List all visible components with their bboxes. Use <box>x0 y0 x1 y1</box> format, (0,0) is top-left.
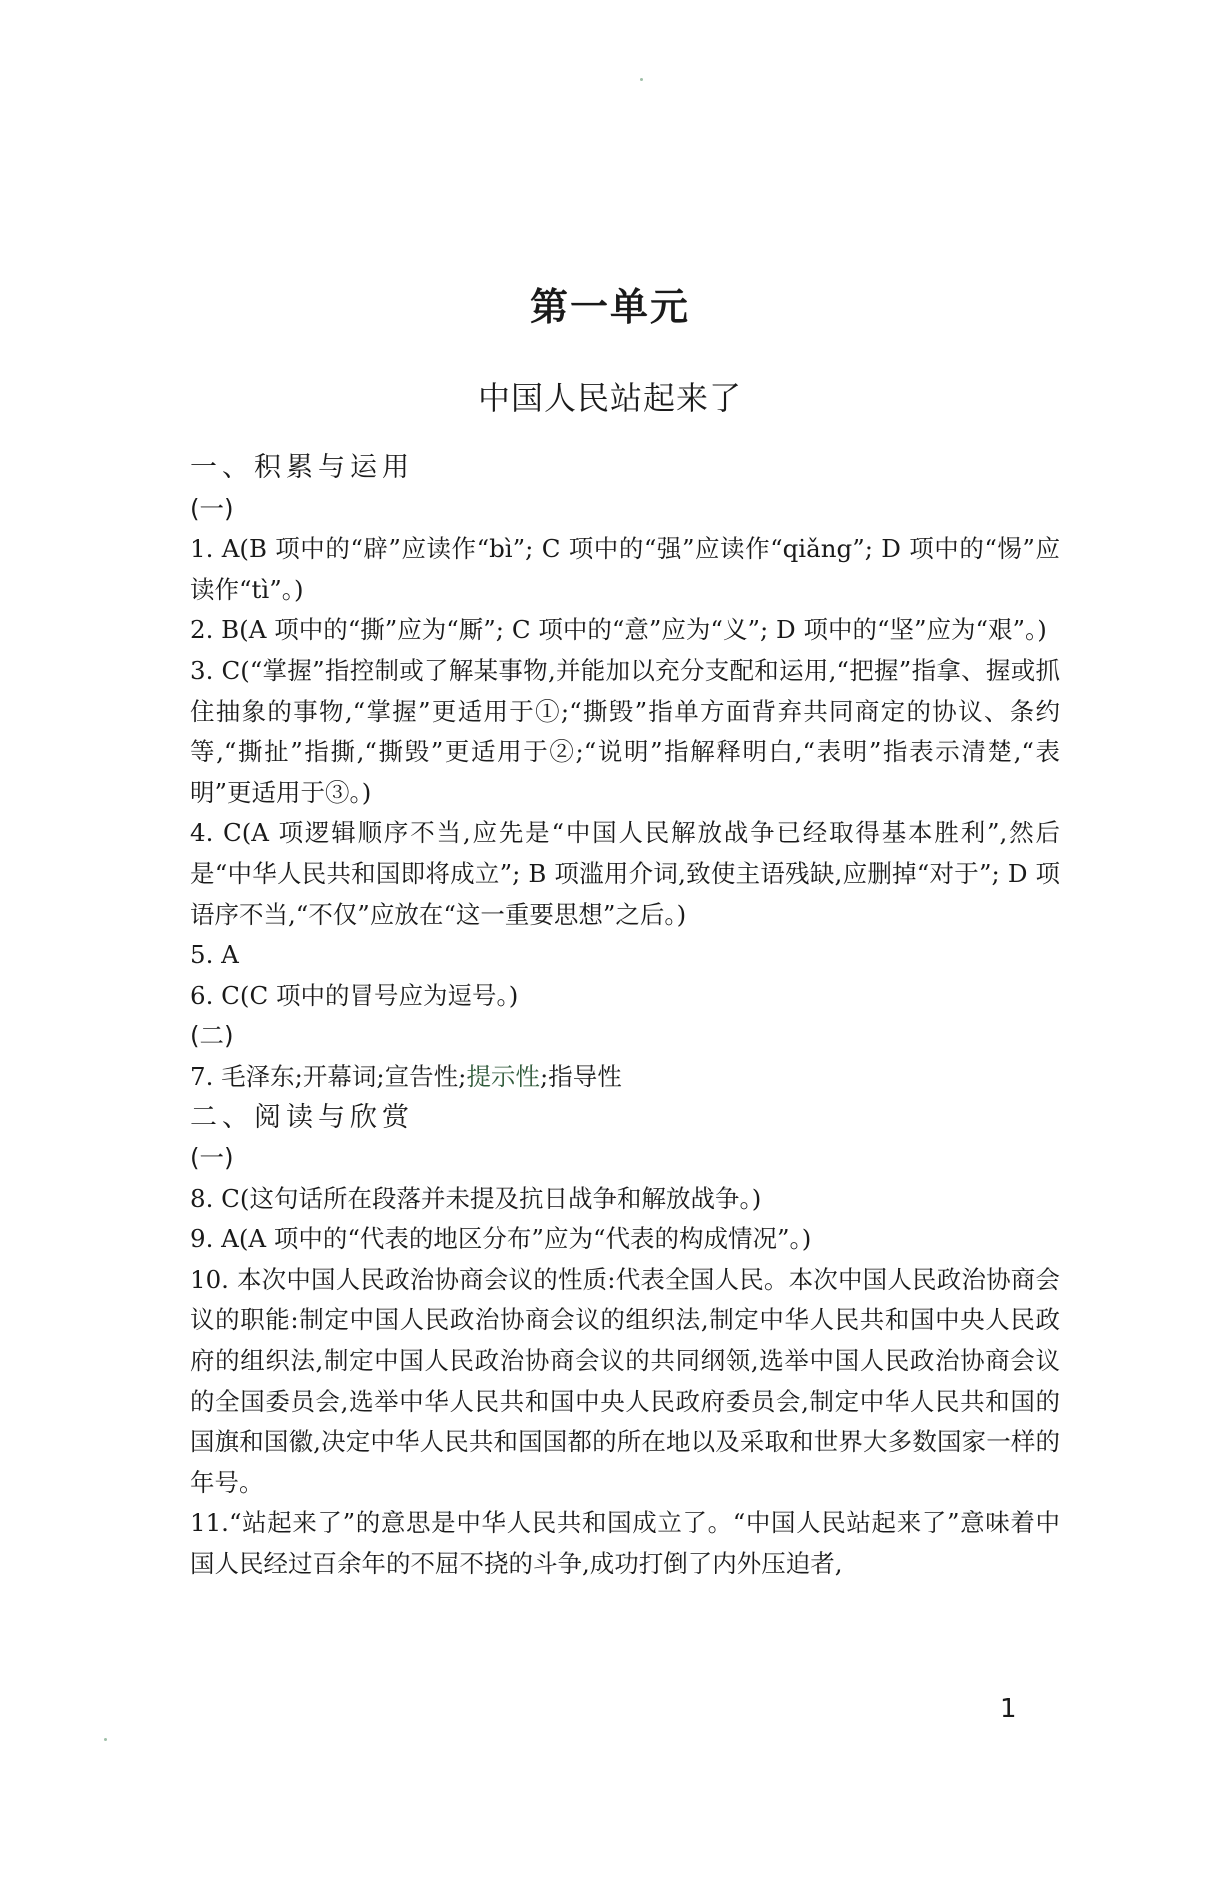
answer-content <box>190 448 1060 1585</box>
subsection-heading: (二) <box>190 1021 234 1051</box>
subsection-heading: (一) <box>190 1143 234 1173</box>
answer-item-7-tail: ;指导性 <box>539 1061 622 1091</box>
answer-item-6: 6. C(C 项中的冒号应为逗号。) <box>190 980 519 1010</box>
scan-speck <box>104 1738 107 1741</box>
unit-title: 第一单元 <box>529 285 690 329</box>
scan-speck <box>640 78 643 81</box>
section-heading-accumulation: 一、积累与运用 <box>190 452 414 483</box>
answer-item-7-highlight: 提示性 <box>466 1061 540 1091</box>
answer-item-4: 4. C(A 项逻辑顺序不当,应先是“中国人民解放战争已经取得基本胜利”,然后是“中华人民共和国即将成立”; B 项滥用介词,致使主语残缺,应删掉“对于”; D 项语序不当,“不仅”应放在“这一重要思想”之后。) <box>190 818 1060 929</box>
section-heading-reading: 二、阅读与欣赏 <box>190 1101 414 1133</box>
answer-item-11: 11.“站起来了”的意思是中华人民共和国成立了。“中国人民站起来了”意味着中国人民经过百余年的不屈不挠的斗争,成功打倒了内外压迫者, <box>190 1508 1060 1579</box>
page-number: 1 <box>1000 1694 1017 1724</box>
answer-item-10: 10. 本次中国人民政治协商会议的性质:代表全国人民。本次中国人民政治协商会议的职能:制定中国人民政治协商会议的组织法,制定中华人民共和国中央人民政府的组织法,制定中国人民政治协商会议的共同纲领,选举中国人民政治协商会议的全国委员会,选举中华人民共和国中央人民政府委员会,制定中华人民共和国的国旗和国徽,决定中华人民共和国国都的所在地以及采取和世界大多数国家一样的年号。 <box>190 1264 1060 1497</box>
answer-item-8: 8. C(这句话所在段落并未提及抗日战争和解放战争。) <box>190 1183 762 1213</box>
answer-item-9: 9. A(A 项中的“代表的地区分布”应为“代表的构成情况”。) <box>190 1224 812 1254</box>
answer-item-3: 3. C(“掌握”指控制或了解某事物,并能加以充分支配和运用,“把握”指拿、握或抓住抽象的事物,“掌握”更适用于①;“撕毁”指单方面背弃共同商定的协议、条约等,“撕扯”指撕,“撕毁”更适用于②;“说明”指解释明白,“表明”指表示清楚,“表明”更适用于③。) <box>190 655 1060 807</box>
lesson-title: 中国人民站起来了 <box>477 379 742 417</box>
answer-item-1: 1. A(B 项中的“辟”应读作“bì”; C 项中的“强”应读作“qiǎng”; D 项中的“惕”应读作“tì”。) <box>190 534 1060 604</box>
answer-item-7-text: 7. 毛泽东;开幕词;宣告性; <box>190 1061 467 1091</box>
answer-item-5: 5. A <box>190 940 239 970</box>
answer-item-7 <box>190 1057 1060 1098</box>
subsection-heading: (一) <box>190 493 234 523</box>
answer-item-2: 2. B(A 项中的“撕”应为“厮”; C 项中的“意”应为“义”; D 项中的“坚”应为“艰”。) <box>190 615 1047 645</box>
